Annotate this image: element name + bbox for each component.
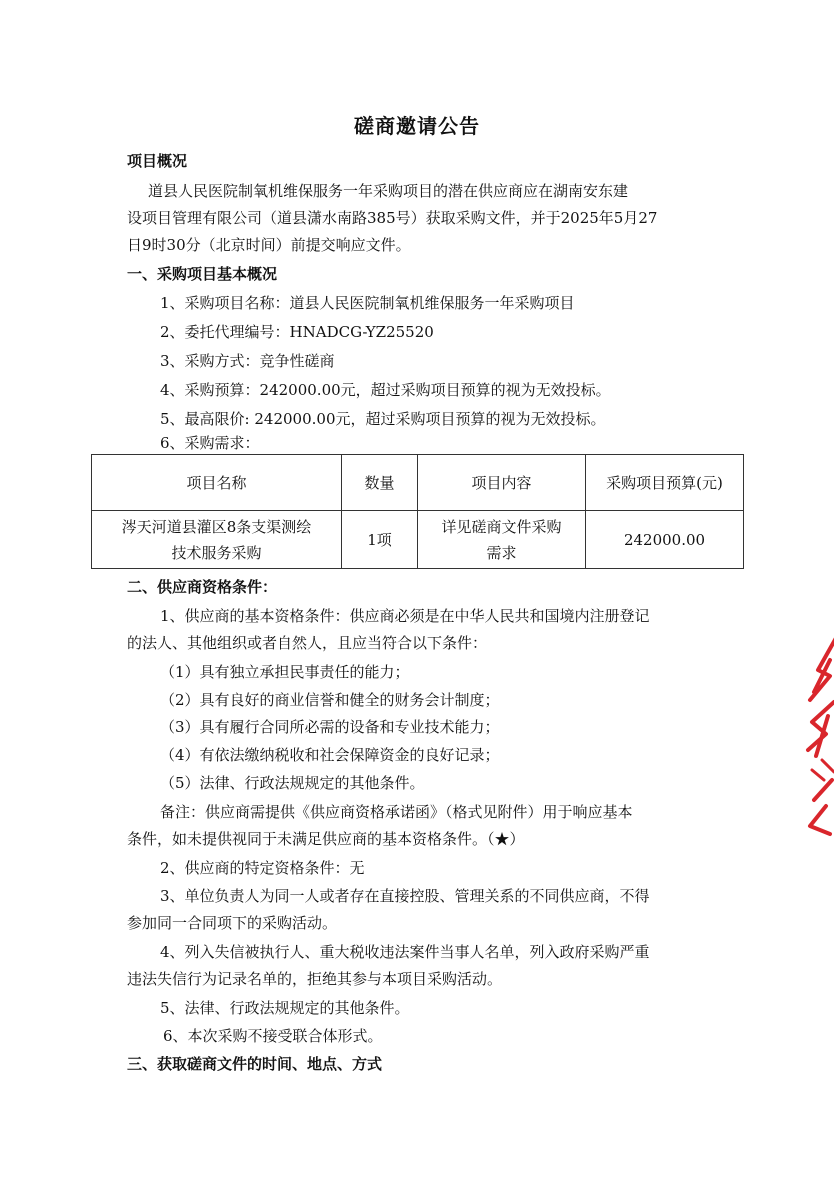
table-header-cell: 项目内容	[418, 455, 586, 511]
table-cell: 详见磋商文件采购需求	[418, 511, 586, 569]
section1-item: 3、采购方式：竞争性磋商	[160, 352, 335, 370]
section1-item: 2、委托代理编号：HNADCG-YZ25520	[160, 323, 434, 341]
section2-heading: 二、供应商资格条件：	[127, 578, 278, 596]
table-header-cell: 采购项目预算(元)	[586, 455, 744, 511]
section3-heading: 三、获取磋商文件的时间、地点、方式	[127, 1055, 383, 1073]
section2-line: （2）具有良好的商业信誉和健全的财务会计制度；	[160, 691, 500, 709]
section2-line: （3）具有履行合同所必需的设备和专业技术能力；	[160, 718, 500, 736]
requirements-table	[91, 454, 744, 569]
section2-line: 违法失信行为记录名单的，拒绝其参与本项目采购活动。	[127, 970, 503, 988]
section2-line: 6、本次采购不接受联合体形式。	[163, 1027, 383, 1045]
page-title: 磋商邀请公告	[354, 114, 480, 138]
section1-item: 5、最高限价: 242000.00元，超过采购项目预算的视为无效投标。	[160, 410, 606, 428]
section2-line: 5、法律、行政法规规定的其他条件。	[160, 999, 410, 1017]
section2-line: （1）具有独立承担民事责任的能力；	[160, 663, 410, 681]
seal-stamp-icon	[800, 630, 834, 845]
section1-heading: 一、采购项目基本概况	[127, 265, 278, 283]
section2-line: 2、供应商的特定资格条件：无	[160, 859, 365, 877]
section1-item: 6、采购需求：	[160, 434, 260, 452]
overview-line: 日9时30分（北京时间）前提交响应文件。	[127, 236, 411, 254]
section2-line: （4）有依法缴纳税收和社会保障资金的良好记录；	[160, 746, 500, 764]
overview-heading: 项目概况	[127, 152, 188, 170]
section1-item: 1、采购项目名称：道县人民医院制氧机维保服务一年采购项目	[160, 294, 575, 312]
table-cell: 1项	[342, 511, 418, 569]
table-row	[92, 511, 744, 569]
section2-line: 备注：供应商需提供《供应商资格承诺函》（格式见附件）用于响应基本	[160, 803, 633, 821]
table-header-cell: 项目名称	[92, 455, 342, 511]
section2-line: 参加同一合同项下的采购活动。	[127, 914, 338, 932]
overview-line: 道县人民医院制氧机维保服务一年采购项目的潜在供应商应在湖南安东建	[148, 182, 629, 200]
section2-line: （5）法律、行政法规规定的其他条件。	[160, 774, 425, 792]
section2-line: 1、供应商的基本资格条件：供应商必须是在中华人民共和国境内注册登记	[160, 607, 650, 625]
table-cell: 242000.00	[586, 511, 744, 569]
section2-line: 3、单位负责人为同一人或者存在直接控股、管理关系的不同供应商，不得	[160, 887, 650, 905]
section2-line: 条件，如未提供视同于未满足供应商的基本资格条件。（★）	[127, 830, 525, 848]
overview-line: 设项目管理有限公司（道县潇水南路385号）获取采购文件，并于2025年5月27	[127, 209, 658, 227]
section2-line: 4、列入失信被执行人、重大税收违法案件当事人名单，列入政府采购严重	[160, 943, 650, 961]
table-header-row	[92, 455, 744, 511]
section2-line: 的法人、其他组织或者自然人，且应当符合以下条件：	[127, 634, 488, 652]
table-cell: 涔天河道县灌区8条支渠测绘技术服务采购	[92, 511, 342, 569]
section1-item: 4、采购预算：242000.00元，超过采购项目预算的视为无效投标。	[160, 381, 611, 399]
table-header-cell: 数量	[342, 455, 418, 511]
